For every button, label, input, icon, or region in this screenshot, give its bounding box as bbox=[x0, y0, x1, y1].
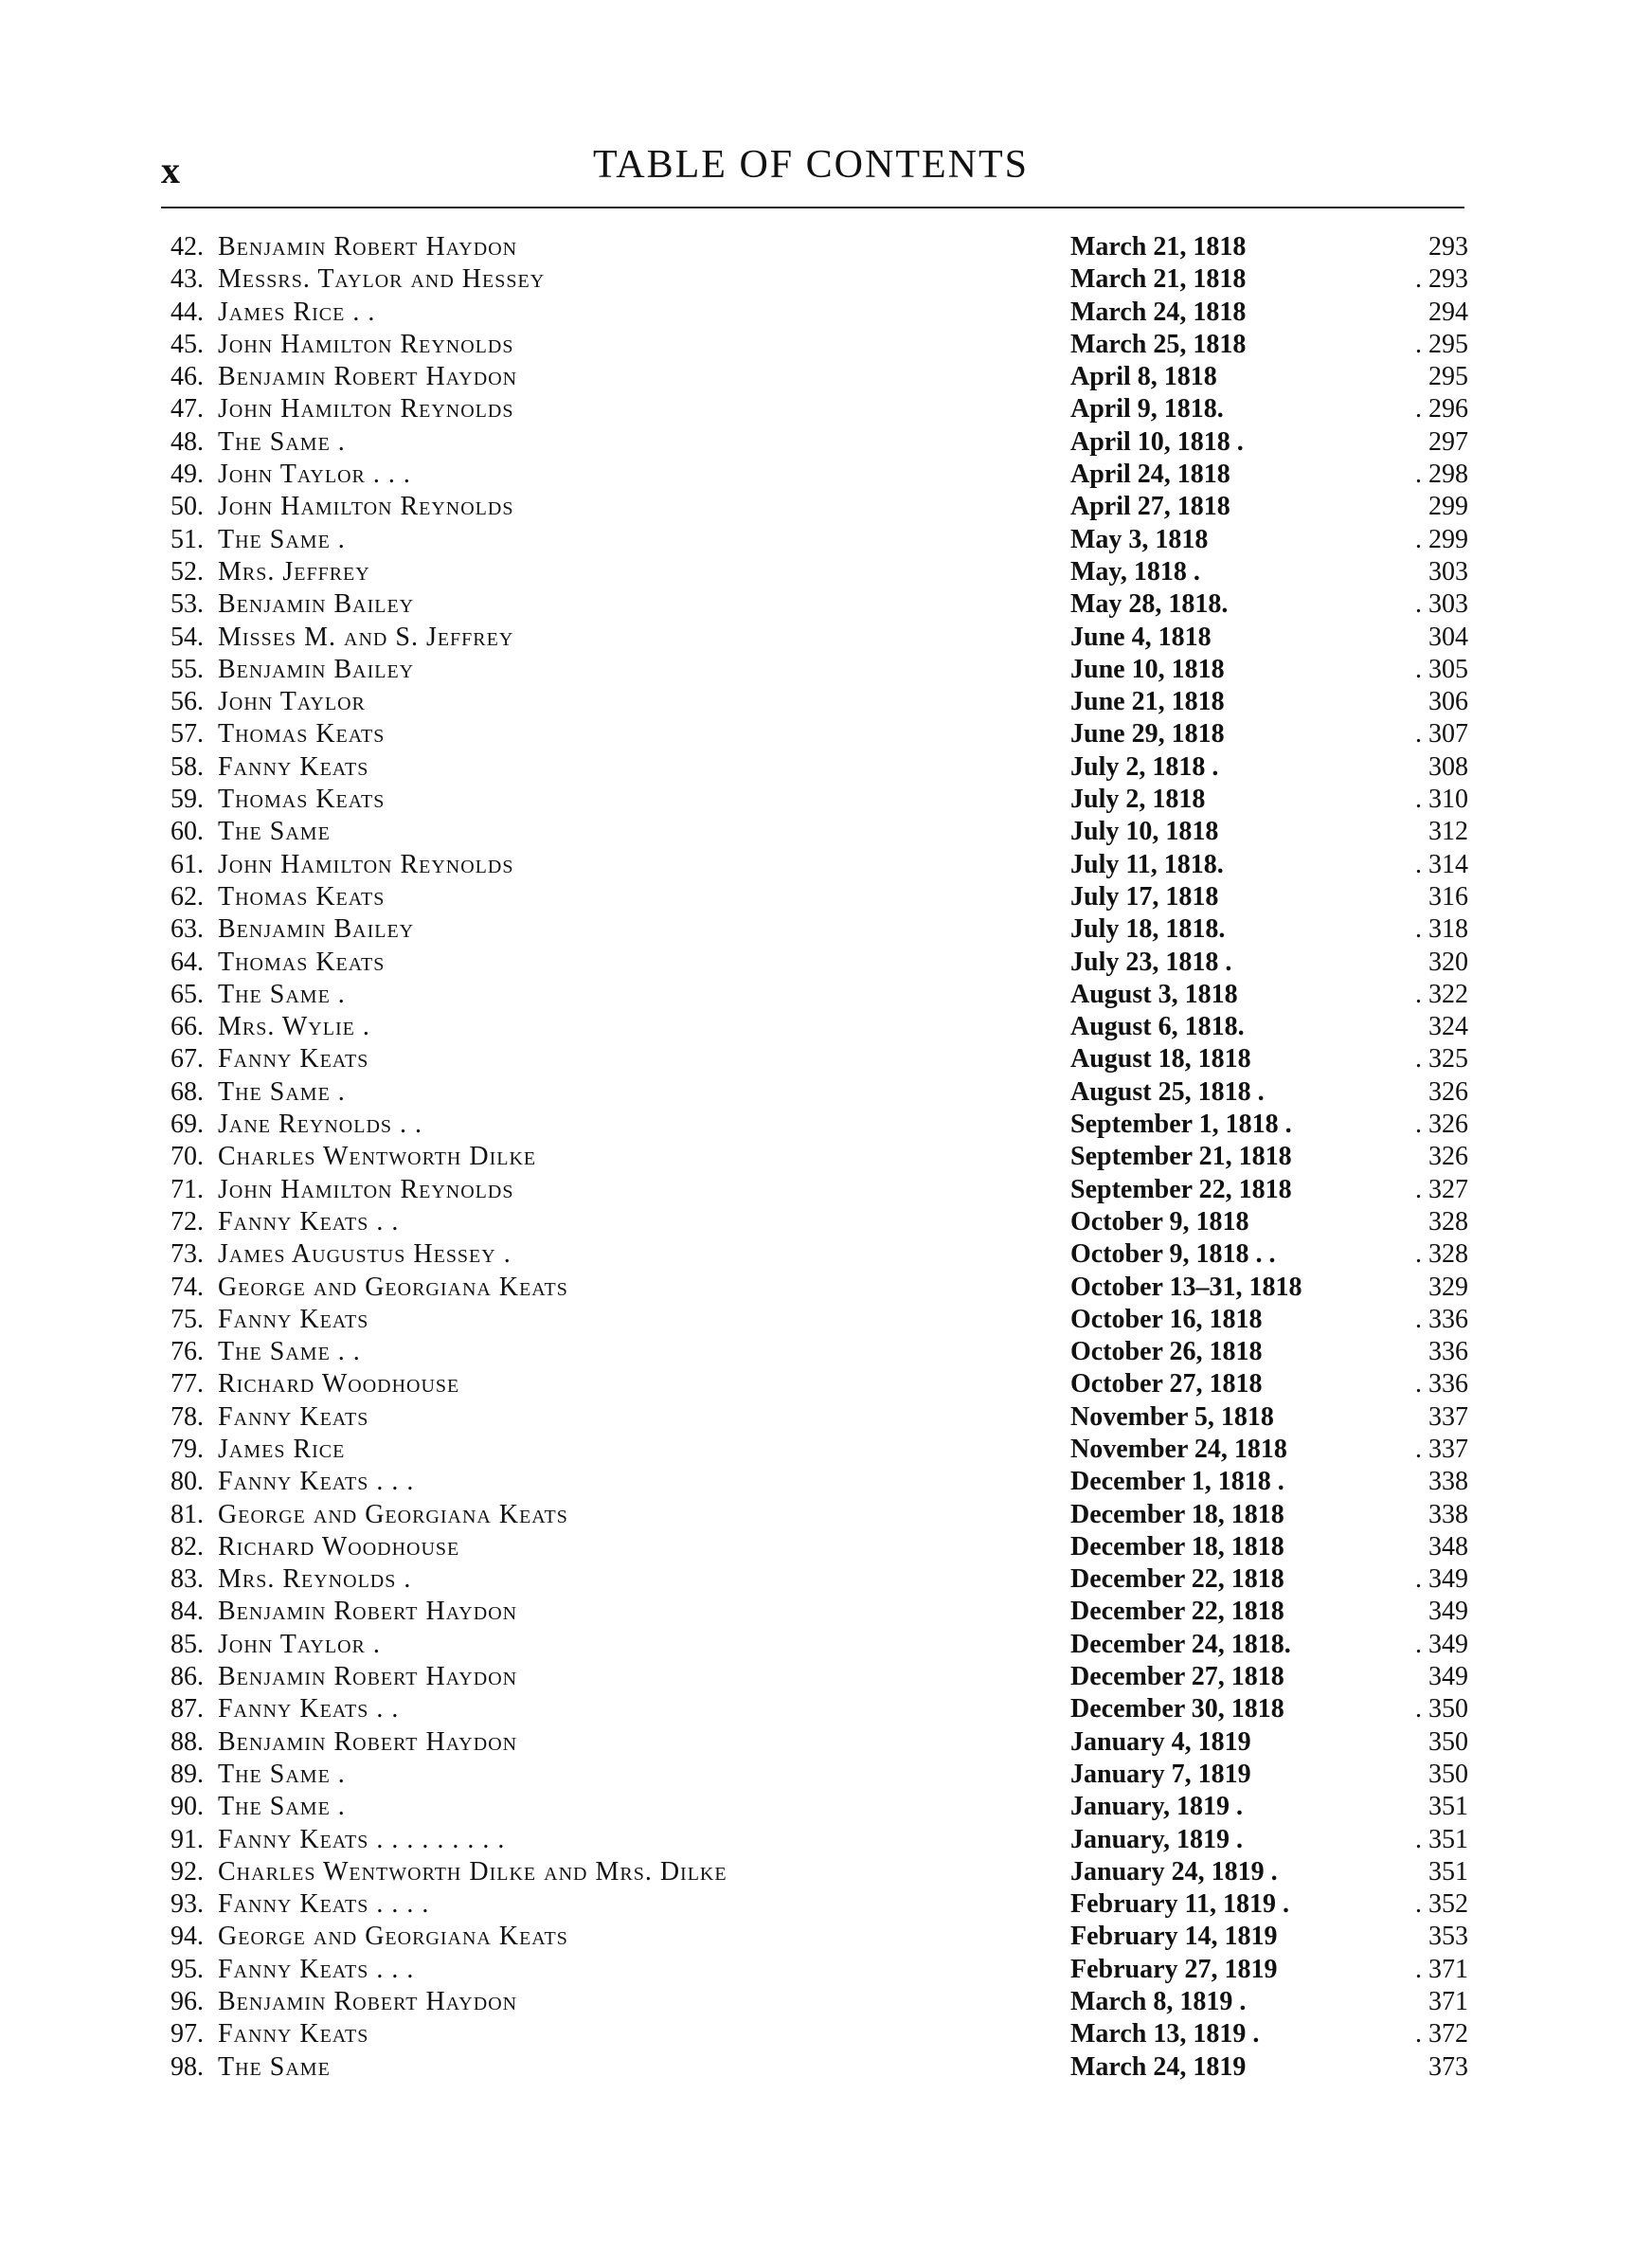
entry-page: . 298 bbox=[1415, 460, 1468, 490]
entry-number: 62. bbox=[171, 881, 204, 912]
entry-date: December 22, 1818 bbox=[1070, 1597, 1284, 1627]
entry-date: October 26, 1818 bbox=[1070, 1337, 1263, 1367]
contents-row bbox=[171, 913, 1468, 946]
entry-date: July 2, 1818 . bbox=[1070, 751, 1219, 782]
entry-name: Benjamin Robert Haydon bbox=[218, 1987, 518, 2017]
page-title: TABLE OF CONTENTS bbox=[593, 143, 1029, 187]
contents-row bbox=[171, 1693, 1468, 1725]
contents-row bbox=[171, 556, 1468, 588]
entry-name: John Taylor . bbox=[218, 1629, 381, 1659]
entry-number: 46. bbox=[171, 362, 204, 392]
entry-number: 75. bbox=[171, 1304, 204, 1334]
entry-date: August 6, 1818. bbox=[1070, 1012, 1245, 1042]
contents-row bbox=[171, 1174, 1468, 1206]
entry-date: March 21, 1818 bbox=[1070, 264, 1247, 295]
entry-name: Richard Woodhouse bbox=[218, 1531, 460, 1562]
entry-name: The Same . bbox=[218, 1759, 346, 1789]
entry-name: Jane Reynolds . . bbox=[218, 1110, 423, 1140]
entry-name: Thomas Keats bbox=[218, 947, 386, 977]
contents-list bbox=[171, 231, 1468, 2084]
entry-number: 79. bbox=[171, 1434, 204, 1464]
contents-row bbox=[171, 784, 1468, 816]
entry-date: June 21, 1818 bbox=[1070, 687, 1225, 717]
contents-row bbox=[171, 1954, 1468, 1986]
entry-page: . 352 bbox=[1415, 1889, 1468, 1920]
entry-number: 76. bbox=[171, 1337, 204, 1367]
entry-number: 87. bbox=[171, 1694, 204, 1724]
contents-row bbox=[171, 1304, 1468, 1336]
contents-row bbox=[171, 718, 1468, 750]
contents-row bbox=[171, 1629, 1468, 1661]
contents-row bbox=[171, 1824, 1468, 1856]
entry-date: January 24, 1819 . bbox=[1070, 1856, 1278, 1887]
entry-name: Charles Wentworth Dilke and Mrs. Dilke bbox=[218, 1856, 727, 1887]
entry-name: James Rice bbox=[218, 1434, 346, 1464]
entry-name: Mrs. Reynolds . bbox=[218, 1564, 412, 1595]
entry-date: July 2, 1818 bbox=[1070, 785, 1206, 815]
entry-page: 326 bbox=[1428, 1076, 1468, 1107]
entry-name: Fanny Keats . . . . . . . . . bbox=[218, 1824, 506, 1854]
entry-page: . 307 bbox=[1415, 719, 1468, 749]
contents-row bbox=[171, 1563, 1468, 1596]
contents-row bbox=[171, 1791, 1468, 1823]
entry-name: Mrs. Wylie . bbox=[218, 1012, 370, 1042]
entry-date: April 27, 1818 bbox=[1070, 492, 1230, 522]
entry-date: February 27, 1819 bbox=[1070, 1954, 1278, 1984]
entry-date: June 10, 1818 bbox=[1070, 654, 1225, 684]
entry-page: . 326 bbox=[1415, 1110, 1468, 1140]
entry-date: July 18, 1818. bbox=[1070, 914, 1226, 945]
entry-page: . 322 bbox=[1415, 979, 1468, 1009]
entry-name: The Same . bbox=[218, 426, 346, 457]
entry-number: 49. bbox=[171, 460, 204, 490]
entry-number: 53. bbox=[171, 589, 204, 620]
entry-date: July 10, 1818 bbox=[1070, 817, 1219, 847]
entry-name: John Hamilton Reynolds bbox=[218, 394, 514, 424]
entry-page: 303 bbox=[1428, 556, 1468, 587]
entry-page: 328 bbox=[1428, 1206, 1468, 1237]
entry-page: 338 bbox=[1428, 1499, 1468, 1529]
entry-page: 293 bbox=[1428, 232, 1468, 262]
entry-name: Thomas Keats bbox=[218, 785, 386, 815]
entry-number: 82. bbox=[171, 1531, 204, 1562]
entry-page: 329 bbox=[1428, 1272, 1468, 1302]
entry-date: December 1, 1818 . bbox=[1070, 1467, 1284, 1497]
entry-date: July 23, 1818 . bbox=[1070, 947, 1232, 977]
entry-name: Thomas Keats bbox=[218, 719, 386, 749]
entry-page: 351 bbox=[1428, 1792, 1468, 1822]
entry-date: October 9, 1818 . . bbox=[1070, 1239, 1276, 1270]
entry-date: September 21, 1818 bbox=[1070, 1142, 1292, 1172]
entry-name: The Same . bbox=[218, 524, 346, 554]
entry-page: . 349 bbox=[1415, 1629, 1468, 1659]
contents-row bbox=[171, 1076, 1468, 1109]
contents-row bbox=[171, 524, 1468, 556]
entry-name: John Hamilton Reynolds bbox=[218, 329, 514, 359]
entry-page: . 336 bbox=[1415, 1304, 1468, 1334]
entry-number: 50. bbox=[171, 492, 204, 522]
entry-number: 58. bbox=[171, 751, 204, 782]
entry-name: Fanny Keats . . . bbox=[218, 1467, 415, 1497]
entry-date: December 24, 1818. bbox=[1070, 1629, 1291, 1659]
entry-page: . 350 bbox=[1415, 1694, 1468, 1724]
entry-date: April 8, 1818 bbox=[1070, 362, 1217, 392]
header-rule bbox=[161, 207, 1464, 208]
entry-name: John Taylor . . . bbox=[218, 460, 411, 490]
entry-number: 60. bbox=[171, 817, 204, 847]
entry-name: Fanny Keats . . . bbox=[218, 1954, 415, 1984]
entry-page: 336 bbox=[1428, 1337, 1468, 1367]
entry-date: August 18, 1818 bbox=[1070, 1044, 1251, 1074]
contents-row bbox=[171, 1272, 1468, 1304]
entry-date: February 11, 1819 . bbox=[1070, 1889, 1289, 1920]
entry-name: Messrs. Taylor and Hessey bbox=[218, 264, 546, 295]
entry-page: . 305 bbox=[1415, 654, 1468, 684]
entry-name: Thomas Keats bbox=[218, 881, 386, 912]
entry-number: 89. bbox=[171, 1759, 204, 1789]
page-number: x bbox=[161, 149, 180, 191]
entry-number: 81. bbox=[171, 1499, 204, 1529]
contents-row bbox=[171, 361, 1468, 393]
entry-page: . 314 bbox=[1415, 849, 1468, 879]
entry-name: George and Georgiana Keats bbox=[218, 1922, 568, 1952]
entry-page: 350 bbox=[1428, 1759, 1468, 1789]
entry-number: 48. bbox=[171, 426, 204, 457]
entry-page: . 303 bbox=[1415, 589, 1468, 620]
entry-page: 299 bbox=[1428, 492, 1468, 522]
entry-name: John Hamilton Reynolds bbox=[218, 492, 514, 522]
entry-name: Benjamin Bailey bbox=[218, 589, 415, 620]
entry-page: . 372 bbox=[1415, 2019, 1468, 2049]
contents-row bbox=[171, 1368, 1468, 1400]
entry-page: 349 bbox=[1428, 1597, 1468, 1627]
contents-row bbox=[171, 751, 1468, 784]
entry-page: 349 bbox=[1428, 1662, 1468, 1692]
entry-name: Benjamin Robert Haydon bbox=[218, 1726, 518, 1757]
entry-number: 45. bbox=[171, 329, 204, 359]
entry-name: The Same . bbox=[218, 1792, 346, 1822]
entry-name: The Same . bbox=[218, 1076, 346, 1107]
contents-row bbox=[171, 2018, 1468, 2050]
entry-number: 93. bbox=[171, 1889, 204, 1920]
entry-date: June 4, 1818 bbox=[1070, 622, 1212, 652]
contents-row bbox=[171, 881, 1468, 913]
entry-number: 63. bbox=[171, 914, 204, 945]
entry-number: 77. bbox=[171, 1369, 204, 1399]
entry-date: May, 1818 . bbox=[1070, 556, 1200, 587]
entry-date: November 24, 1818 bbox=[1070, 1434, 1287, 1464]
contents-row bbox=[171, 947, 1468, 979]
contents-row bbox=[171, 1986, 1468, 2018]
entry-number: 97. bbox=[171, 2019, 204, 2049]
entry-name: George and Georgiana Keats bbox=[218, 1499, 568, 1529]
contents-row bbox=[171, 2051, 1468, 2084]
contents-row bbox=[171, 231, 1468, 263]
contents-row bbox=[171, 1238, 1468, 1271]
entry-number: 43. bbox=[171, 264, 204, 295]
contents-row bbox=[171, 393, 1468, 425]
entry-number: 64. bbox=[171, 947, 204, 977]
entry-page: 308 bbox=[1428, 751, 1468, 782]
contents-row bbox=[171, 1011, 1468, 1043]
entry-date: October 9, 1818 bbox=[1070, 1206, 1249, 1237]
contents-row bbox=[171, 297, 1468, 329]
entry-name: Misses M. and S. Jeffrey bbox=[218, 622, 514, 652]
contents-row bbox=[171, 1499, 1468, 1531]
entry-page: 348 bbox=[1428, 1531, 1468, 1562]
entry-number: 70. bbox=[171, 1142, 204, 1172]
entry-date: December 18, 1818 bbox=[1070, 1499, 1284, 1529]
entry-name: John Taylor bbox=[218, 687, 366, 717]
entry-name: The Same . bbox=[218, 979, 346, 1009]
entry-number: 91. bbox=[171, 1824, 204, 1854]
entry-name: Benjamin Bailey bbox=[218, 654, 415, 684]
entry-page: . 349 bbox=[1415, 1564, 1468, 1595]
entry-page: 306 bbox=[1428, 687, 1468, 717]
entry-number: 85. bbox=[171, 1629, 204, 1659]
entry-number: 68. bbox=[171, 1076, 204, 1107]
entry-page: 295 bbox=[1428, 362, 1468, 392]
entry-date: May 3, 1818 bbox=[1070, 524, 1209, 554]
entry-page: . 310 bbox=[1415, 785, 1468, 815]
entry-name: Mrs. Jeffrey bbox=[218, 556, 370, 587]
entry-name: Fanny Keats bbox=[218, 1401, 369, 1432]
entry-name: James Augustus Hessey . bbox=[218, 1239, 512, 1270]
entry-page: . 296 bbox=[1415, 394, 1468, 424]
entry-name: Benjamin Robert Haydon bbox=[218, 1662, 518, 1692]
entry-page: 351 bbox=[1428, 1856, 1468, 1887]
entry-name: James Rice . . bbox=[218, 297, 376, 327]
entry-number: 72. bbox=[171, 1206, 204, 1237]
contents-row bbox=[171, 1661, 1468, 1693]
entry-name: Fanny Keats bbox=[218, 751, 369, 782]
entry-page: 373 bbox=[1428, 2051, 1468, 2082]
entry-name: The Same . . bbox=[218, 1337, 361, 1367]
entry-date: March 25, 1818 bbox=[1070, 329, 1247, 359]
entry-date: August 25, 1818 . bbox=[1070, 1076, 1265, 1107]
entry-number: 92. bbox=[171, 1856, 204, 1887]
entry-number: 52. bbox=[171, 556, 204, 587]
entry-page: . 318 bbox=[1415, 914, 1468, 945]
entry-page: 324 bbox=[1428, 1012, 1468, 1042]
contents-row bbox=[171, 1043, 1468, 1075]
entry-page: 312 bbox=[1428, 817, 1468, 847]
entry-date: November 5, 1818 bbox=[1070, 1401, 1274, 1432]
entry-name: Fanny Keats bbox=[218, 1044, 369, 1074]
entry-date: June 29, 1818 bbox=[1070, 719, 1225, 749]
entry-date: March 8, 1819 . bbox=[1070, 1987, 1247, 2017]
contents-row bbox=[171, 1759, 1468, 1791]
contents-row bbox=[171, 849, 1468, 881]
entry-date: March 24, 1818 bbox=[1070, 297, 1247, 327]
contents-row bbox=[171, 426, 1468, 459]
entry-number: 84. bbox=[171, 1597, 204, 1627]
entry-number: 66. bbox=[171, 1012, 204, 1042]
entry-number: 95. bbox=[171, 1954, 204, 1984]
entry-date: March 13, 1819 . bbox=[1070, 2019, 1260, 2049]
entry-date: April 10, 1818 . bbox=[1070, 426, 1244, 457]
entry-number: 90. bbox=[171, 1792, 204, 1822]
entry-number: 54. bbox=[171, 622, 204, 652]
contents-row bbox=[171, 1888, 1468, 1921]
entry-name: Fanny Keats . . . . bbox=[218, 1889, 430, 1920]
entry-page: 316 bbox=[1428, 881, 1468, 912]
entry-number: 67. bbox=[171, 1044, 204, 1074]
contents-row bbox=[171, 1434, 1468, 1466]
entry-date: February 14, 1819 bbox=[1070, 1922, 1278, 1952]
entry-date: December 18, 1818 bbox=[1070, 1531, 1284, 1562]
entry-number: 59. bbox=[171, 785, 204, 815]
entry-number: 98. bbox=[171, 2051, 204, 2082]
contents-row bbox=[171, 1206, 1468, 1238]
entry-number: 78. bbox=[171, 1401, 204, 1432]
entry-page: . 337 bbox=[1415, 1434, 1468, 1464]
entry-page: 353 bbox=[1428, 1922, 1468, 1952]
contents-row bbox=[171, 816, 1468, 848]
entry-date: December 22, 1818 bbox=[1070, 1564, 1284, 1595]
entry-number: 42. bbox=[171, 232, 204, 262]
entry-name: Benjamin Robert Haydon bbox=[218, 1597, 518, 1627]
entry-page: 297 bbox=[1428, 426, 1468, 457]
entry-page: . 351 bbox=[1415, 1824, 1468, 1854]
contents-row bbox=[171, 491, 1468, 523]
contents-row bbox=[171, 329, 1468, 361]
entry-number: 57. bbox=[171, 719, 204, 749]
entry-page: 338 bbox=[1428, 1467, 1468, 1497]
entry-date: October 16, 1818 bbox=[1070, 1304, 1263, 1334]
entry-page: . 295 bbox=[1415, 329, 1468, 359]
entry-number: 71. bbox=[171, 1174, 204, 1204]
entry-date: April 9, 1818. bbox=[1070, 394, 1224, 424]
entry-date: January 7, 1819 bbox=[1070, 1759, 1251, 1789]
entry-number: 44. bbox=[171, 297, 204, 327]
entry-number: 94. bbox=[171, 1922, 204, 1952]
entry-name: John Hamilton Reynolds bbox=[218, 849, 514, 879]
contents-row bbox=[171, 263, 1468, 296]
contents-row bbox=[171, 979, 1468, 1011]
contents-row bbox=[171, 1466, 1468, 1498]
contents-row bbox=[171, 1856, 1468, 1888]
entry-page: 350 bbox=[1428, 1726, 1468, 1757]
contents-row bbox=[171, 622, 1468, 654]
entry-page: 371 bbox=[1428, 1987, 1468, 2017]
entry-number: 55. bbox=[171, 654, 204, 684]
entry-name: Fanny Keats bbox=[218, 1304, 369, 1334]
entry-number: 47. bbox=[171, 394, 204, 424]
entry-name: Benjamin Bailey bbox=[218, 914, 415, 945]
entry-page: . 325 bbox=[1415, 1044, 1468, 1074]
entry-number: 69. bbox=[171, 1110, 204, 1140]
entry-name: The Same bbox=[218, 817, 331, 847]
entry-date: March 24, 1819 bbox=[1070, 2051, 1247, 2082]
entry-name: Fanny Keats . . bbox=[218, 1206, 400, 1237]
contents-row bbox=[171, 1109, 1468, 1141]
entry-number: 83. bbox=[171, 1564, 204, 1595]
page-header bbox=[157, 142, 1464, 199]
entry-date: July 17, 1818 bbox=[1070, 881, 1219, 912]
entry-page: . 299 bbox=[1415, 524, 1468, 554]
entry-name: Charles Wentworth Dilke bbox=[218, 1142, 537, 1172]
contents-row bbox=[171, 1726, 1468, 1759]
entry-number: 61. bbox=[171, 849, 204, 879]
entry-date: October 27, 1818 bbox=[1070, 1369, 1263, 1399]
entry-number: 80. bbox=[171, 1467, 204, 1497]
entry-date: December 30, 1818 bbox=[1070, 1694, 1284, 1724]
entry-date: September 22, 1818 bbox=[1070, 1174, 1292, 1204]
entry-number: 73. bbox=[171, 1239, 204, 1270]
entry-page: . 371 bbox=[1415, 1954, 1468, 1984]
entry-name: The Same bbox=[218, 2051, 331, 2082]
entry-name: Fanny Keats . . bbox=[218, 1694, 400, 1724]
contents-row bbox=[171, 1336, 1468, 1368]
entry-date: July 11, 1818. bbox=[1070, 849, 1224, 879]
entry-page: . 293 bbox=[1415, 264, 1468, 295]
entry-page: 304 bbox=[1428, 622, 1468, 652]
entry-name: Richard Woodhouse bbox=[218, 1369, 460, 1399]
entry-number: 88. bbox=[171, 1726, 204, 1757]
entry-page: 320 bbox=[1428, 947, 1468, 977]
entry-date: December 27, 1818 bbox=[1070, 1662, 1284, 1692]
entry-page: . 328 bbox=[1415, 1239, 1468, 1270]
entry-page: . 327 bbox=[1415, 1174, 1468, 1204]
entry-number: 51. bbox=[171, 524, 204, 554]
entry-number: 96. bbox=[171, 1987, 204, 2017]
entry-name: Benjamin Robert Haydon bbox=[218, 232, 518, 262]
contents-row bbox=[171, 1921, 1468, 1953]
entry-page: 326 bbox=[1428, 1142, 1468, 1172]
entry-page: 337 bbox=[1428, 1401, 1468, 1432]
contents-row bbox=[171, 654, 1468, 686]
contents-row bbox=[171, 1141, 1468, 1173]
contents-row bbox=[171, 1531, 1468, 1563]
entry-date: April 24, 1818 bbox=[1070, 460, 1230, 490]
contents-row bbox=[171, 459, 1468, 491]
entry-name: Fanny Keats bbox=[218, 2019, 369, 2049]
entry-page: . 336 bbox=[1415, 1369, 1468, 1399]
entry-date: January, 1819 . bbox=[1070, 1824, 1244, 1854]
entry-date: August 3, 1818 bbox=[1070, 979, 1238, 1009]
entry-number: 65. bbox=[171, 979, 204, 1009]
entry-number: 74. bbox=[171, 1272, 204, 1302]
entry-name: John Hamilton Reynolds bbox=[218, 1174, 514, 1204]
entry-date: January, 1819 . bbox=[1070, 1792, 1244, 1822]
entry-page: 294 bbox=[1428, 297, 1468, 327]
entry-name: Benjamin Robert Haydon bbox=[218, 362, 518, 392]
entry-date: May 28, 1818. bbox=[1070, 589, 1229, 620]
entry-number: 56. bbox=[171, 687, 204, 717]
entry-number: 86. bbox=[171, 1662, 204, 1692]
contents-row bbox=[171, 588, 1468, 621]
contents-row bbox=[171, 1401, 1468, 1434]
entry-date: October 13–31, 1818 bbox=[1070, 1272, 1302, 1302]
entry-name: George and Georgiana Keats bbox=[218, 1272, 568, 1302]
entry-date: March 21, 1818 bbox=[1070, 232, 1247, 262]
contents-row bbox=[171, 686, 1468, 718]
entry-date: January 4, 1819 bbox=[1070, 1726, 1251, 1757]
contents-row bbox=[171, 1596, 1468, 1628]
entry-date: September 1, 1818 . bbox=[1070, 1110, 1292, 1140]
